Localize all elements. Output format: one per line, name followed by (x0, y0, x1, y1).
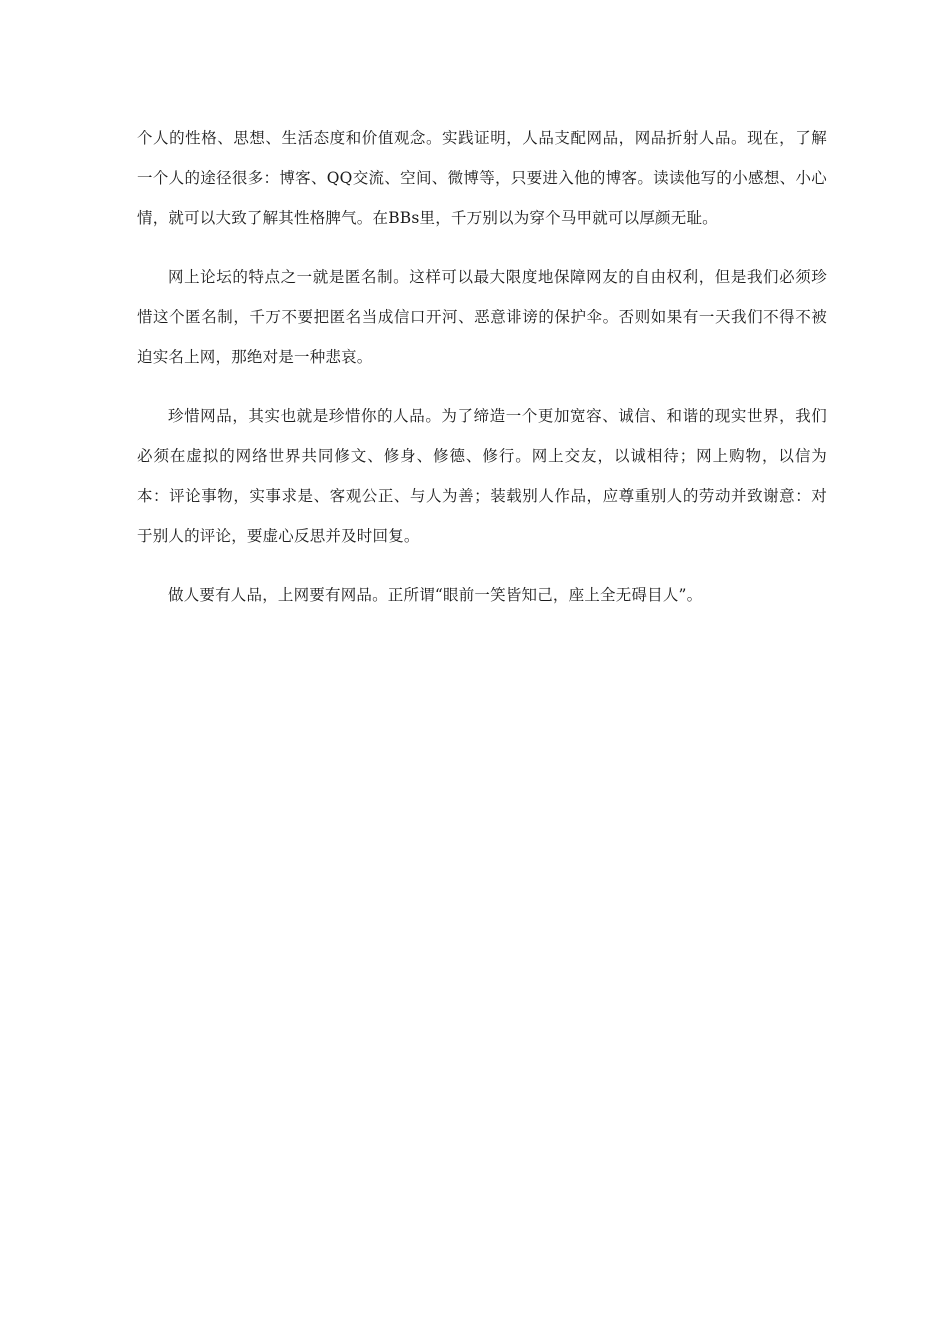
document-body (137, 118, 827, 634)
paragraph-anonymity: 网上论坛的特点之一就是匿名制。这样可以最大限度地保障网友的自由权利，但是我们必须珍惜这个匿名制，千万不要把匿名当成信口开河、恶意诽谤的保护伞。否则如果有一天我们不得不被迫实名上网，那绝对是一种悲哀。 (137, 268, 827, 366)
paragraph-continued: 个人的性格、思想、生活态度和价值观念。实践证明，人品支配网品，网品折射人品。现在，了解一个人的途径很多：博客、QQ交流、空间、微博等，只要进入他的博客。读读他写的小感想、小心情，就可以大致了解其性格脾气。在BBs里，千万别以为穿个马甲就可以厚颜无耻。 (137, 129, 827, 227)
paragraph-conclusion: 做人要有人品，上网要有网品。正所谓“眼前一笑皆知己，座上全无碍目人”。 (168, 586, 703, 604)
paragraph-cherish-netiquette: 珍惜网品，其实也就是珍惜你的人品。为了缔造一个更加宽容、诚信、和谐的现实世界，我们必须在虚拟的网络世界共同修文、修身、修德、修行。网上交友，以诚相待；网上购物，以信为本：评论事物，实事求是、客观公正、与人为善；装载别人作品，应尊重别人的劳动并致谢意：对于别人的评论，要虚心反思并及时回复。 (137, 407, 827, 545)
